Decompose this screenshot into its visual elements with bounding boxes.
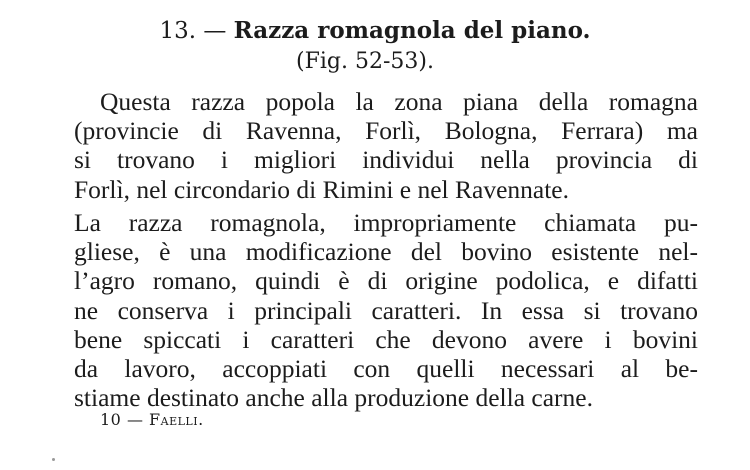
paragraph-line: si trovano i migliori individui nella provincia di [74, 145, 698, 175]
sheet-signature [100, 410, 204, 430]
signature-number: 10 — [100, 410, 144, 429]
paragraph-line: Forlì, nel circondario di Rimini e nel Ravennate. [74, 174, 569, 204]
paragraph-line: bene spiccati i caratteri che devono avere i bovini [74, 324, 698, 354]
print-speck [52, 458, 55, 461]
section-heading [0, 16, 750, 46]
paragraph-line: gliese, è una modificazione del bovino esistente nel- [74, 237, 698, 267]
paragraph-line: La razza romagnola, impropriamente chiamata pu- [74, 208, 698, 237]
section-number: 13. — [159, 18, 227, 44]
paragraph-line: da lavoro, accoppiati con quelli necessari al be- [74, 354, 698, 384]
paragraph-line: stiame destinato anche alla produzione della carne. [74, 383, 593, 413]
paragraph-line: Questa razza popola la zona piana della romagna [100, 87, 698, 116]
section-title: Razza romagnola del piano. [233, 17, 591, 44]
paragraph-line: (provincie di Ravenna, Forlì, Bologna, Ferrara) ma [74, 116, 698, 146]
figure-reference: (Fig. 52-53). [296, 49, 434, 74]
paragraph-1 [74, 87, 698, 204]
paragraph-line: ne conserva i principali caratteri. In essa si trovano [74, 295, 698, 325]
paragraph-line: l’agro romano, quindi è di origine podolica, e difatti [74, 266, 698, 296]
paragraph-2 [74, 208, 698, 412]
signature-author: Faelli. [149, 410, 204, 429]
